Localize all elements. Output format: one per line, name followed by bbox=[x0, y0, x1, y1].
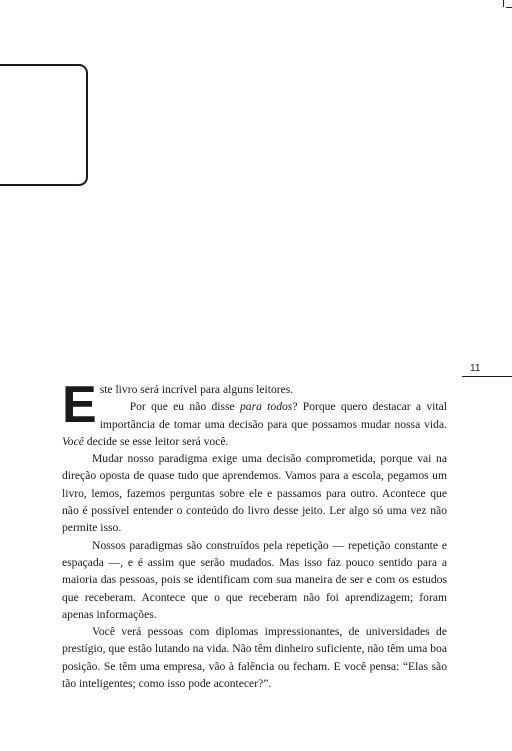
crop-mark-vertical bbox=[503, 0, 504, 7]
paragraph-2-emphasis: para todos bbox=[239, 400, 293, 414]
chapter-tab-box bbox=[0, 64, 88, 186]
paragraph-2-text-a: Por que eu não disse bbox=[129, 400, 240, 414]
paragraph-2-text-b: ? Porque quero destacar a vital importância de tomar uma decisão para que possamos mudar nossa vida. bbox=[99, 400, 447, 431]
paragraph-5: Você verá pessoas com diplomas impressionantes, de universidades de prestígio, que estão lutando na vida. Não têm dinheiro suficiente, não têm uma boa posição. Se têm uma empresa, vão à falência ou fecham. E você pensa: “Elas são tão inteligentes; como isso pode acontecer?”. bbox=[62, 625, 447, 691]
drop-cap: E bbox=[62, 376, 97, 434]
paragraph-4: Nossos paradigmas são construídos pela repetição — repetição constante e espaçada —, e é assim que serão mudados. Mas isso faz pouco sentido para a maioria das pessoas, pois se identificam com sua maneira de ser e com os estudos que receberam. Acontece que o que receberam não foi aprendizagem; foram apenas informações. bbox=[62, 538, 447, 621]
crop-mark-horizontal bbox=[506, 7, 512, 8]
paragraph-2 bbox=[62, 398, 447, 450]
paragraph-2-text-c: decide se esse leitor será você. bbox=[83, 434, 229, 448]
paragraph-1-text: ste livro será incrível para alguns leitores. bbox=[99, 383, 294, 396]
body-text bbox=[62, 376, 447, 692]
paragraph-2-emphasis-2: Você bbox=[62, 434, 84, 448]
page-number: 11 bbox=[470, 363, 481, 374]
paragraph-3: Mudar nosso paradigma exige uma decisão comprometida, porque vai na direção oposta de quase tudo que aprendemos. Vamos para a escola, pegamos um livro, lemos, fazemos perguntas sobre ele e passamos para outro. Acontece que não é possível entender o conteúdo do livro desse jeito. Ler algo só uma vez não permite isso. bbox=[62, 452, 447, 535]
page-number-rule bbox=[462, 376, 512, 377]
